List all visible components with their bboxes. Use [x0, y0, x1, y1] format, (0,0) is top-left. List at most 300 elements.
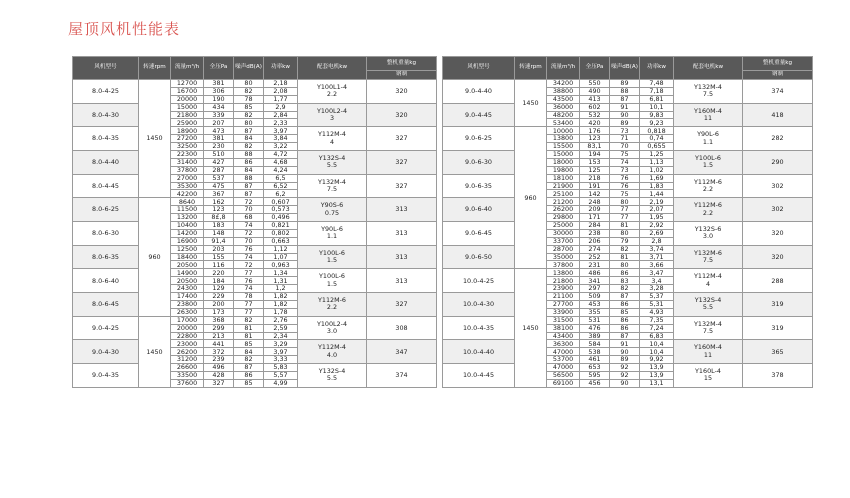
pressure-cell: 584: [580, 340, 610, 348]
noise-cell: 71: [610, 135, 640, 143]
flow-cell: 29800: [547, 214, 580, 222]
noise-cell: 82: [234, 87, 264, 95]
motor-cell: Y112M-6 2.2: [674, 198, 743, 222]
pressure-cell: 595: [580, 371, 610, 379]
header-power: 功率kw: [640, 57, 674, 80]
flow-cell: 15500: [547, 143, 580, 151]
table-row: [443, 222, 813, 230]
flow-cell: 26300: [171, 308, 204, 316]
noise-cell: 76: [610, 182, 640, 190]
power-cell: 1,69: [640, 174, 674, 182]
flow-cell: 27700: [547, 300, 580, 308]
motor-cell: Y100L-6 1.5: [674, 151, 743, 175]
model-cell: 10.0-4-35: [443, 316, 515, 340]
noise-cell: 91: [610, 103, 640, 111]
pressure-cell: 274: [580, 245, 610, 253]
power-cell: 7,24: [640, 324, 674, 332]
power-cell: 0,573: [264, 206, 298, 214]
pressure-cell: 213: [204, 332, 234, 340]
power-cell: 2,07: [640, 206, 674, 214]
model-cell: 8.0-4-45: [73, 174, 139, 198]
model-cell: 9.0-6-30: [443, 151, 515, 175]
header-model: 风机型号: [73, 57, 139, 80]
power-cell: 2,59: [264, 324, 298, 332]
power-cell: 2,84: [264, 111, 298, 119]
flow-cell: 43500: [547, 95, 580, 103]
noise-cell: 70: [610, 143, 640, 151]
flow-cell: 36300: [547, 340, 580, 348]
power-cell: 9,23: [640, 119, 674, 127]
flow-cell: 23900: [547, 285, 580, 293]
power-cell: 2,08: [264, 87, 298, 95]
pressure-cell: 475: [204, 182, 234, 190]
pressure-cell: 231: [580, 261, 610, 269]
flow-cell: 13800: [547, 135, 580, 143]
noise-cell: 73: [610, 166, 640, 174]
power-cell: 6,2: [264, 190, 298, 198]
flow-cell: 17400: [171, 293, 204, 301]
power-cell: 2,9: [264, 103, 298, 111]
noise-cell: 91: [610, 340, 640, 348]
flow-cell: 28700: [547, 245, 580, 253]
power-cell: 0,802: [264, 229, 298, 237]
power-cell: 0,74: [640, 135, 674, 143]
pressure-cell: 441: [204, 340, 234, 348]
table-row: [73, 316, 437, 324]
table-row: [73, 80, 437, 88]
noise-cell: 92: [610, 371, 640, 379]
noise-cell: 92: [610, 364, 640, 372]
pressure-cell: 339: [204, 111, 234, 119]
power-cell: 3,71: [640, 253, 674, 261]
power-cell: 7,35: [640, 316, 674, 324]
noise-cell: 84: [234, 135, 264, 143]
motor-cell: Y132S-6 3.0: [674, 222, 743, 246]
table-row: [443, 103, 813, 111]
pressure-cell: 341: [580, 277, 610, 285]
power-cell: 3,66: [640, 261, 674, 269]
noise-cell: 82: [610, 245, 640, 253]
flow-cell: 31200: [171, 356, 204, 364]
pressure-cell: 123: [204, 206, 234, 214]
flow-cell: 21900: [547, 182, 580, 190]
flow-cell: 56500: [547, 371, 580, 379]
table-row: [443, 269, 813, 277]
flow-cell: 20000: [171, 324, 204, 332]
header-rpm: 转速rpm: [139, 57, 171, 80]
pressure-cell: 372: [204, 348, 234, 356]
power-cell: 5,37: [640, 293, 674, 301]
table-row: [73, 174, 437, 182]
pressure-cell: 123: [580, 135, 610, 143]
rpm-cell: 1450: [515, 269, 547, 387]
flow-cell: 37800: [547, 261, 580, 269]
flow-cell: 48200: [547, 111, 580, 119]
flow-cell: 26200: [171, 348, 204, 356]
noise-cell: 74: [234, 285, 264, 293]
power-cell: 2,18: [264, 80, 298, 88]
weight-cell: 320: [743, 222, 813, 246]
power-cell: 0,663: [264, 237, 298, 245]
model-cell: 9.0-6-45: [443, 222, 515, 246]
pressure-cell: 381: [204, 135, 234, 143]
model-cell: 9.0-6-50: [443, 245, 515, 269]
noise-cell: 86: [610, 300, 640, 308]
pressure-cell: 509: [580, 293, 610, 301]
flow-cell: 16900: [171, 237, 204, 245]
weight-cell: 327: [367, 174, 437, 198]
flow-cell: 35300: [171, 182, 204, 190]
flow-cell: 35000: [547, 253, 580, 261]
model-cell: 9.0-4-35: [73, 364, 139, 388]
power-cell: 1,44: [640, 190, 674, 198]
power-cell: 1,2: [264, 285, 298, 293]
weight-cell: 313: [367, 222, 437, 246]
weight-cell: 288: [743, 269, 813, 293]
flow-cell: 30000: [547, 229, 580, 237]
flow-cell: 10400: [171, 222, 204, 230]
pressure-cell: 427: [204, 158, 234, 166]
flow-cell: 23800: [171, 300, 204, 308]
table-row: [73, 245, 437, 253]
flow-cell: 14200: [171, 229, 204, 237]
flow-cell: 13200: [171, 214, 204, 222]
page-title: 屋顶风机性能表: [68, 20, 181, 38]
noise-cell: 76: [610, 174, 640, 182]
noise-cell: 88: [234, 174, 264, 182]
weight-cell: 320: [743, 245, 813, 269]
model-cell: 9.0-4-45: [443, 103, 515, 127]
power-cell: 2,76: [264, 316, 298, 324]
table-row: [443, 364, 813, 372]
noise-cell: 90: [610, 111, 640, 119]
model-cell: 9.0-6-25: [443, 127, 515, 151]
weight-cell: 347: [367, 340, 437, 364]
flow-cell: 26600: [171, 364, 204, 372]
power-cell: 3,97: [264, 127, 298, 135]
model-cell: 9.0-4-40: [443, 80, 515, 104]
pressure-cell: 129: [204, 285, 234, 293]
table-row: [443, 316, 813, 324]
motor-cell: Y132S-4 5.5: [298, 151, 367, 175]
pressure-cell: 8£,8: [204, 214, 234, 222]
weight-cell: 374: [367, 364, 437, 388]
power-cell: 1,82: [264, 293, 298, 301]
motor-cell: Y100L2-4 3: [298, 103, 367, 127]
power-cell: 4,24: [264, 166, 298, 174]
weight-cell: 319: [743, 316, 813, 340]
noise-cell: 87: [234, 190, 264, 198]
header-steel: 钢制: [367, 71, 437, 80]
pressure-cell: 142: [580, 190, 610, 198]
noise-cell: 83: [610, 277, 640, 285]
header-power: 功率kw: [264, 57, 298, 80]
flow-cell: 33500: [171, 371, 204, 379]
flow-cell: 24300: [171, 285, 204, 293]
noise-cell: 80: [234, 119, 264, 127]
pressure-cell: 191: [580, 182, 610, 190]
pressure-cell: 194: [580, 151, 610, 159]
noise-cell: 72: [234, 198, 264, 206]
pressure-cell: 229: [204, 293, 234, 301]
noise-cell: 90: [610, 348, 640, 356]
power-cell: 3,97: [264, 348, 298, 356]
flow-cell: 27000: [171, 174, 204, 182]
flow-cell: 8640: [171, 198, 204, 206]
noise-cell: 84: [234, 348, 264, 356]
power-cell: 4,99: [264, 379, 298, 387]
performance-table-left: [72, 56, 437, 388]
power-cell: 1,02: [640, 166, 674, 174]
rpm-cell: 1450: [139, 80, 171, 198]
power-cell: 5,31: [640, 300, 674, 308]
weight-cell: 282: [743, 127, 813, 151]
noise-cell: 78: [234, 95, 264, 103]
pressure-cell: 537: [204, 174, 234, 182]
noise-cell: 89: [610, 119, 640, 127]
pressure-cell: 420: [580, 119, 610, 127]
power-cell: 10,4: [640, 340, 674, 348]
rpm-cell: 1450: [515, 80, 547, 127]
flow-cell: 47000: [547, 348, 580, 356]
flow-cell: 42200: [171, 190, 204, 198]
flow-cell: 31500: [547, 316, 580, 324]
power-cell: 1,25: [640, 151, 674, 159]
header-weight: 整机重量kg: [743, 57, 813, 71]
noise-cell: 73: [610, 127, 640, 135]
power-cell: 13,9: [640, 371, 674, 379]
noise-cell: 68: [234, 214, 264, 222]
flow-cell: 34200: [547, 80, 580, 88]
flow-cell: 37600: [171, 379, 204, 387]
model-cell: 8.0-6-35: [73, 245, 139, 269]
power-cell: 7,48: [640, 80, 674, 88]
flow-cell: 16700: [171, 87, 204, 95]
flow-cell: 20500: [171, 261, 204, 269]
pressure-cell: 252: [580, 253, 610, 261]
header-noise: 噪声dB(A): [234, 57, 264, 80]
table-row: [73, 198, 437, 206]
model-cell: 9.0-4-30: [73, 340, 139, 364]
motor-cell: Y112M-4 4: [674, 269, 743, 293]
noise-cell: 88: [610, 87, 640, 95]
motor-cell: Y132M-4 7.5: [674, 316, 743, 340]
weight-cell: 308: [367, 316, 437, 340]
flow-cell: 10000: [547, 127, 580, 135]
flow-cell: 27200: [171, 135, 204, 143]
power-cell: 0,607: [264, 198, 298, 206]
pressure-cell: 389: [580, 332, 610, 340]
power-cell: 13,9: [640, 364, 674, 372]
noise-cell: 80: [610, 229, 640, 237]
noise-cell: 87: [234, 182, 264, 190]
noise-cell: 78: [234, 293, 264, 301]
motor-cell: Y100L-6 1.5: [298, 269, 367, 293]
power-cell: 1,12: [264, 245, 298, 253]
power-cell: 0,818: [640, 127, 674, 135]
flow-cell: 32500: [171, 143, 204, 151]
flow-cell: 43400: [547, 332, 580, 340]
power-cell: 5,57: [264, 371, 298, 379]
pressure-cell: 183: [204, 222, 234, 230]
pressure-cell: 176: [580, 127, 610, 135]
table-row: [73, 340, 437, 348]
flow-cell: 37800: [171, 166, 204, 174]
model-cell: 9.0-4-25: [73, 316, 139, 340]
pressure-cell: 538: [580, 348, 610, 356]
noise-cell: 85: [234, 340, 264, 348]
pressure-cell: 327: [204, 379, 234, 387]
table-row: [443, 127, 813, 135]
power-cell: 2,19: [640, 198, 674, 206]
power-cell: 0,655: [640, 143, 674, 151]
flow-cell: 12500: [171, 245, 204, 253]
power-cell: 3,4: [640, 277, 674, 285]
motor-cell: Y100L-6 1.5: [298, 245, 367, 269]
power-cell: 1,83: [640, 182, 674, 190]
pressure-cell: 184: [204, 277, 234, 285]
noise-cell: 75: [610, 190, 640, 198]
power-cell: 3,47: [640, 269, 674, 277]
pressure-cell: 490: [580, 87, 610, 95]
power-cell: 3,29: [264, 340, 298, 348]
power-cell: 5,83: [264, 364, 298, 372]
weight-cell: 320: [367, 103, 437, 127]
power-cell: 3,33: [264, 356, 298, 364]
table-row: [73, 293, 437, 301]
pressure-cell: 206: [580, 237, 610, 245]
noise-cell: 82: [234, 356, 264, 364]
weight-cell: 313: [367, 269, 437, 293]
noise-cell: 81: [234, 332, 264, 340]
pressure-cell: 473: [204, 127, 234, 135]
noise-cell: 85: [234, 103, 264, 111]
performance-table-right: [442, 56, 813, 388]
noise-cell: 87: [610, 293, 640, 301]
flow-cell: 15000: [547, 151, 580, 159]
header-motor: 配套电机kw: [298, 57, 367, 80]
noise-cell: 82: [234, 143, 264, 151]
pressure-cell: 299: [204, 324, 234, 332]
model-cell: 8.0-4-30: [73, 103, 139, 127]
power-cell: 1,77: [264, 95, 298, 103]
motor-cell: Y112M-4 4.0: [298, 340, 367, 364]
model-cell: 8.0-6-40: [73, 269, 139, 293]
flow-cell: 11500: [171, 206, 204, 214]
weight-cell: 319: [743, 293, 813, 317]
flow-cell: 25000: [547, 222, 580, 230]
flow-cell: 33700: [547, 237, 580, 245]
weight-cell: 313: [367, 198, 437, 222]
table-row: [443, 80, 813, 88]
flow-cell: 21100: [547, 293, 580, 301]
power-cell: 2,34: [264, 332, 298, 340]
flow-cell: 15000: [171, 103, 204, 111]
noise-cell: 80: [610, 198, 640, 206]
noise-cell: 84: [234, 166, 264, 174]
flow-cell: 20500: [171, 277, 204, 285]
weight-cell: 378: [743, 364, 813, 388]
power-cell: 1,34: [264, 269, 298, 277]
motor-cell: Y112M-6 2.2: [298, 293, 367, 317]
pressure-cell: 220: [204, 269, 234, 277]
noise-cell: 80: [234, 80, 264, 88]
noise-cell: 87: [610, 95, 640, 103]
power-cell: 0,963: [264, 261, 298, 269]
table-row: [73, 269, 437, 277]
model-cell: 10.0-4-30: [443, 293, 515, 317]
noise-cell: 89: [610, 356, 640, 364]
weight-cell: 327: [367, 293, 437, 317]
power-cell: 9,92: [640, 356, 674, 364]
table-row: [73, 103, 437, 111]
pressure-cell: 248: [580, 198, 610, 206]
noise-cell: 87: [234, 127, 264, 135]
flow-cell: 47000: [547, 364, 580, 372]
noise-cell: 72: [234, 261, 264, 269]
power-cell: 10,4: [640, 348, 674, 356]
header-steel: 钢制: [743, 71, 813, 80]
power-cell: 0,821: [264, 222, 298, 230]
pressure-cell: 116: [204, 261, 234, 269]
pressure-cell: 456: [580, 379, 610, 387]
pressure-cell: 532: [580, 111, 610, 119]
noise-cell: 72: [234, 229, 264, 237]
noise-cell: 77: [610, 214, 640, 222]
noise-cell: 86: [234, 371, 264, 379]
power-cell: 3,28: [640, 285, 674, 293]
flow-cell: 21800: [171, 111, 204, 119]
power-cell: 4,93: [640, 308, 674, 316]
flow-cell: 53700: [547, 356, 580, 364]
table-row: [73, 222, 437, 230]
pressure-cell: 207: [204, 119, 234, 127]
header-motor: 配套电机kw: [674, 57, 743, 80]
power-cell: 2,69: [640, 229, 674, 237]
noise-cell: 75: [610, 151, 640, 159]
header-weight: 整机重量kg: [367, 57, 437, 71]
power-cell: 4,72: [264, 151, 298, 159]
model-cell: 10.0-4-25: [443, 269, 515, 293]
pressure-cell: 148: [204, 229, 234, 237]
pressure-cell: 203: [204, 245, 234, 253]
pressure-cell: 153: [580, 158, 610, 166]
pressure-cell: 476: [580, 324, 610, 332]
pressure-cell: 83,1: [580, 143, 610, 151]
pressure-cell: 531: [580, 316, 610, 324]
pressure-cell: 287: [204, 166, 234, 174]
noise-cell: 82: [610, 285, 640, 293]
power-cell: 6,5: [264, 174, 298, 182]
power-cell: 7,18: [640, 87, 674, 95]
pressure-cell: 510: [204, 151, 234, 159]
pressure-cell: 284: [580, 222, 610, 230]
noise-cell: 88: [234, 151, 264, 159]
noise-cell: 86: [234, 158, 264, 166]
power-cell: 3,74: [640, 245, 674, 253]
pressure-cell: 368: [204, 316, 234, 324]
motor-cell: Y132S-4 5.5: [298, 364, 367, 388]
pressure-cell: 238: [580, 229, 610, 237]
flow-cell: 22300: [171, 151, 204, 159]
pressure-cell: 209: [580, 206, 610, 214]
motor-cell: Y100L1-4 2.2: [298, 80, 367, 104]
weight-cell: 302: [743, 174, 813, 198]
table-row: [443, 198, 813, 206]
flow-cell: 18400: [171, 253, 204, 261]
model-cell: 8.0-6-45: [73, 293, 139, 317]
model-cell: 9.0-6-40: [443, 198, 515, 222]
